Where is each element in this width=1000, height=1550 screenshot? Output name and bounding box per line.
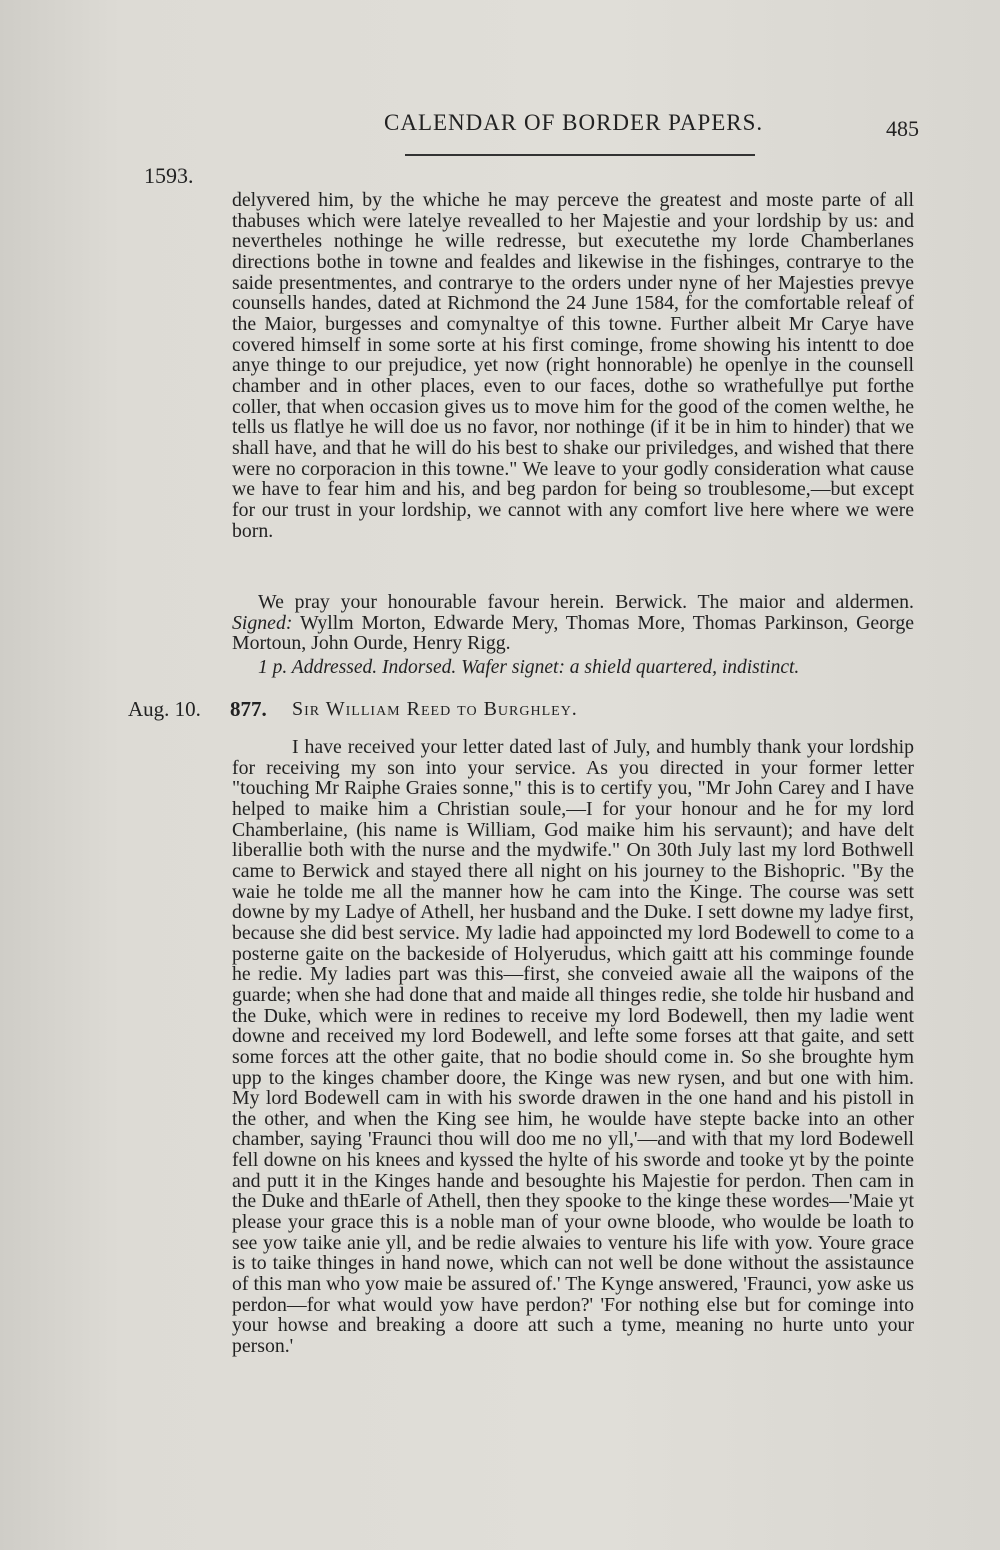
- entry-date: Aug. 10.: [128, 697, 201, 721]
- signed-label: Signed:: [232, 611, 293, 634]
- note-pages: 1 p.: [258, 657, 288, 678]
- closing-text: We pray your honourable favour herein. Berwick. The maior and aldermen.: [258, 591, 914, 613]
- entry-body: [232, 737, 914, 1357]
- entry-paragraph: I have received your letter dated last of July, and humbly thank your lordship for receiving my son into your service. As you directed in your former letter "touching Mr Raiphe Graies sonne," this is to certify you, "Mr John Carey and I have helped to maike him a Christian soule,—I for your honour and he for my lord Chamberlaine, (his name is William, God maike him his servaunt); and have delt liberallie both with the nurse and the mydwife." On 30th July last my lord Bothwell came to Berwick and stayed there all night on his journey to the Bishopric. "By the waie he tolde me all the manner how he cam into the Kinge. The course was sett downe by my Ladye of Athell, her husband and the Duke. I sett downe my ladye first, because she did best service. My ladie had appoincted my lord Bodewell to come to a posterne gaite on the backeside of Holyerudus, which gaitt att his comminge founde he redie. My ladies part was this—first, she conveied awaie all the waipons of the guarde; when she had done that and maide all thinges redie, she tolde hir husband and the Duke, which were in redines to receive my lord Bodewell, then my ladie went downe and received my lord Bodewell, and lefte some forses att that gaite, and sett some forces att the other gaite, that no bodie should come in. So she broughte hym upp to the kinges chamber doore, the Kinge was new rysen, and but one with him. My lord Bodewell cam in with his sworde drawen in the one hand and his pistoll in the other, and when the King see him, he woulde have stepte backe into an other chamber, saying 'Fraunci thou will doo me no yll,'—and with that my lord Bodewell fell downe on his knees and kyssed the hylte of his sworde and tooke yt by the pointe and putt it in the Kinges hande and besoughte his Majestie for perdon. Then cam in the Duke and thEarle of Athell, then they spooke to the kinge these wordes—'Maie yt please your grace this is a noble man of your owne bloode, who woulde be loath to see yow taike anie yll, and be redie alwaies to venture his life with yow. Youre grace is to taike thinges in hand nowe, which can not well be done without the assistaunce of this man who yow maie be assured of.' The Kynge answered, 'Fraunci, yow aske us perdon—for what would yow have perdon?' 'For nothing else but for cominge into your howse and breaking a doore att such a tyme, meaning no hurte unto your person.': [232, 736, 914, 1358]
- running-title: CALENDAR OF BORDER PAPERS.: [384, 110, 764, 135]
- entry-title: Sir William Reed to Burghley.: [292, 698, 578, 720]
- closing-paragraph: [232, 592, 914, 654]
- note-text: Addressed. Indorsed. Wafer signet: a shield quartered, indistinct.: [291, 657, 800, 678]
- entry-number: 877.: [230, 697, 267, 721]
- margin-year: 1593.: [144, 163, 194, 188]
- endorsement-note: [258, 657, 918, 679]
- continued-paragraph: delyvered him, by the whiche he may perceve the greatest and moste parte of all thabuses which were latelye revealled to her Majestie and your lordship by us: and nevertheles nothinge he wille redresse, but executethe my lorde Chamberlanes directions bothe in towne and fealdes and likewise in the fishinges, contrarye to the saide presentmentes, and contrarye to the orders under nyne of her Majesties prevye counsells handes, dated at Richmond the 24 June 1584, for the comfortable releaf of the Maior, burgesses and comynaltye of this towne. Further albeit Mr Carye have covered himself in some sorte at his first cominge, frome showing his intentt to doe anye thinge to our prejudice, yet now (right honnorable) he openlye in the counsell chamber and in other places, even to our faces, dothe so wrathefullye put forthe coller, that when occasion gives us to move him for the good of the comen welthe, he tells us flatlye he will doe us no favor, nor nothinge (if it be in him to hinder) that we shall have, and that he will do his best to shake our priviledges, and wished that there were no corporacion in this towne." We leave to your godly consideration what cause we have to fear him and his, and beg pardon for being so troublesome,—but except for our trust in your lordship, we cannot with any comfort live here where we were born.: [232, 189, 914, 542]
- closing-block: [232, 592, 914, 654]
- continued-letter: [232, 190, 914, 541]
- page-number: 485: [886, 116, 919, 141]
- header-rule: [405, 154, 755, 156]
- signatories: Wyllm Morton, Edwarde Mery, Thomas More, Thomas Parkinson, George Mortoun, John Ourde, Henry Rigg.: [232, 611, 914, 655]
